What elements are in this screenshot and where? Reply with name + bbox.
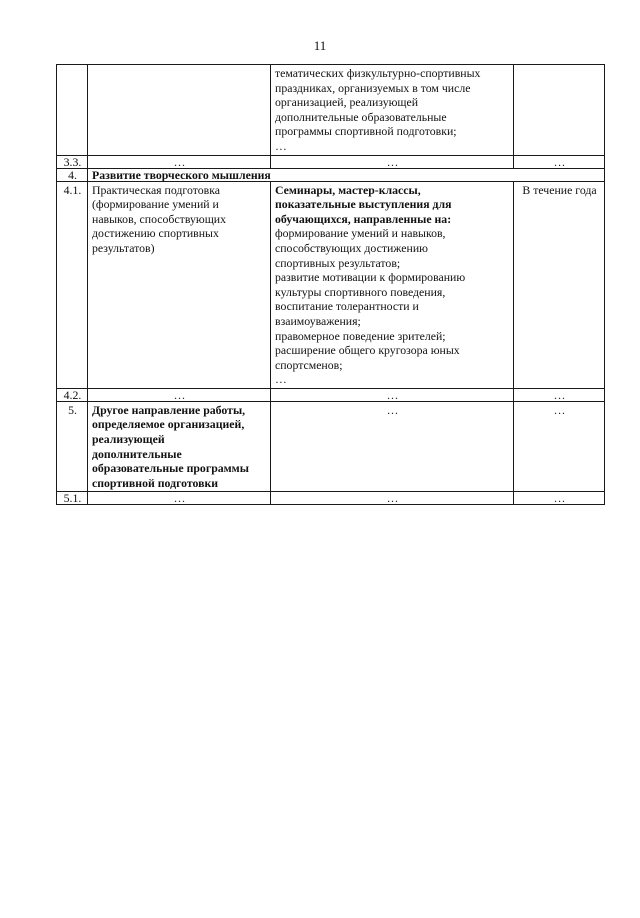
text-line: достижению спортивных <box>92 226 219 241</box>
activity-heading-line: показательные выступления для <box>275 197 452 212</box>
text-line: спортивных результатов; <box>275 255 401 270</box>
text-line: … <box>275 372 287 387</box>
text-line: Практическая подготовка <box>92 182 220 197</box>
cell-number <box>57 65 88 156</box>
text-line: воспитание толерантности и <box>275 299 419 314</box>
cell-direction <box>88 181 271 388</box>
text-line: дополнительные <box>92 446 182 461</box>
section-title: Развитие творческого мышления <box>88 168 605 181</box>
table-row-3-3 <box>57 155 605 168</box>
table-row-5-1 <box>57 492 605 505</box>
cell-activities <box>271 65 514 156</box>
cell-activities: … <box>271 388 514 401</box>
cell-direction: … <box>88 155 271 168</box>
cell-number: 5. <box>57 401 88 492</box>
table-row-4-1 <box>57 181 605 388</box>
text-line: … <box>275 138 287 153</box>
text-line: образовательные программы <box>92 461 249 476</box>
cell-deadline: … <box>514 401 605 492</box>
cell-direction: … <box>88 388 271 401</box>
text-line: способствующих достижению <box>275 240 428 255</box>
table-row-3-continued <box>57 65 605 156</box>
text-line: результатов) <box>92 240 155 255</box>
text-line: праздниках, организуемых в том числе <box>275 80 471 95</box>
text-line: навыков, способствующих <box>92 211 226 226</box>
text-line: программы спортивной подготовки; <box>275 124 457 139</box>
cell-deadline: … <box>514 492 605 505</box>
text-line: (формирование умений и <box>92 197 219 212</box>
cell-number: 5.1. <box>57 492 88 505</box>
text-line: взаимоуважения; <box>275 313 361 328</box>
cell-activities: … <box>271 155 514 168</box>
plan-table <box>56 64 605 505</box>
text-line: дополнительные образовательные <box>275 109 447 124</box>
cell-number: 4.2. <box>57 388 88 401</box>
table-row-4-2 <box>57 388 605 401</box>
text-line: расширение общего кругозора юных <box>275 343 460 358</box>
text-line: культуры спортивного поведения, <box>275 284 446 299</box>
text-line: Другое направление работы, <box>92 402 246 417</box>
table-row-5 <box>57 401 605 492</box>
cell-deadline: … <box>514 155 605 168</box>
cell-number: 4. <box>57 168 88 181</box>
cell-direction <box>88 401 271 492</box>
text-line: реализующей <box>92 432 165 447</box>
text-line: спортсменов; <box>275 357 343 372</box>
cell-direction: … <box>88 492 271 505</box>
cell-deadline: … <box>514 388 605 401</box>
text-line: правомерное поведение зрителей; <box>275 328 446 343</box>
cell-number: 4.1. <box>57 181 88 388</box>
cell-deadline: В течение года <box>514 181 605 388</box>
cell-direction <box>88 65 271 156</box>
activity-heading-line: Семинары, мастер-классы, <box>275 182 421 197</box>
activity-heading-line: обучающихся, направленные на: <box>275 211 452 226</box>
text-line: организацией, реализующей <box>275 95 419 110</box>
text-line: спортивной подготовки <box>92 475 219 490</box>
text-line: развитие мотивации к формированию <box>275 270 466 285</box>
page-number: 11 <box>313 38 327 53</box>
text-line: тематических физкультурно-спортивных <box>275 66 481 80</box>
cell-activities: … <box>271 401 514 492</box>
text-line: формирование умений и навыков, <box>275 226 446 241</box>
cell-deadline <box>514 65 605 156</box>
cell-activities <box>271 181 514 388</box>
cell-number: 3.3. <box>57 155 88 168</box>
text-line: определяемое организацией, <box>92 417 245 432</box>
table-row-4 <box>57 168 605 181</box>
cell-activities: … <box>271 492 514 505</box>
